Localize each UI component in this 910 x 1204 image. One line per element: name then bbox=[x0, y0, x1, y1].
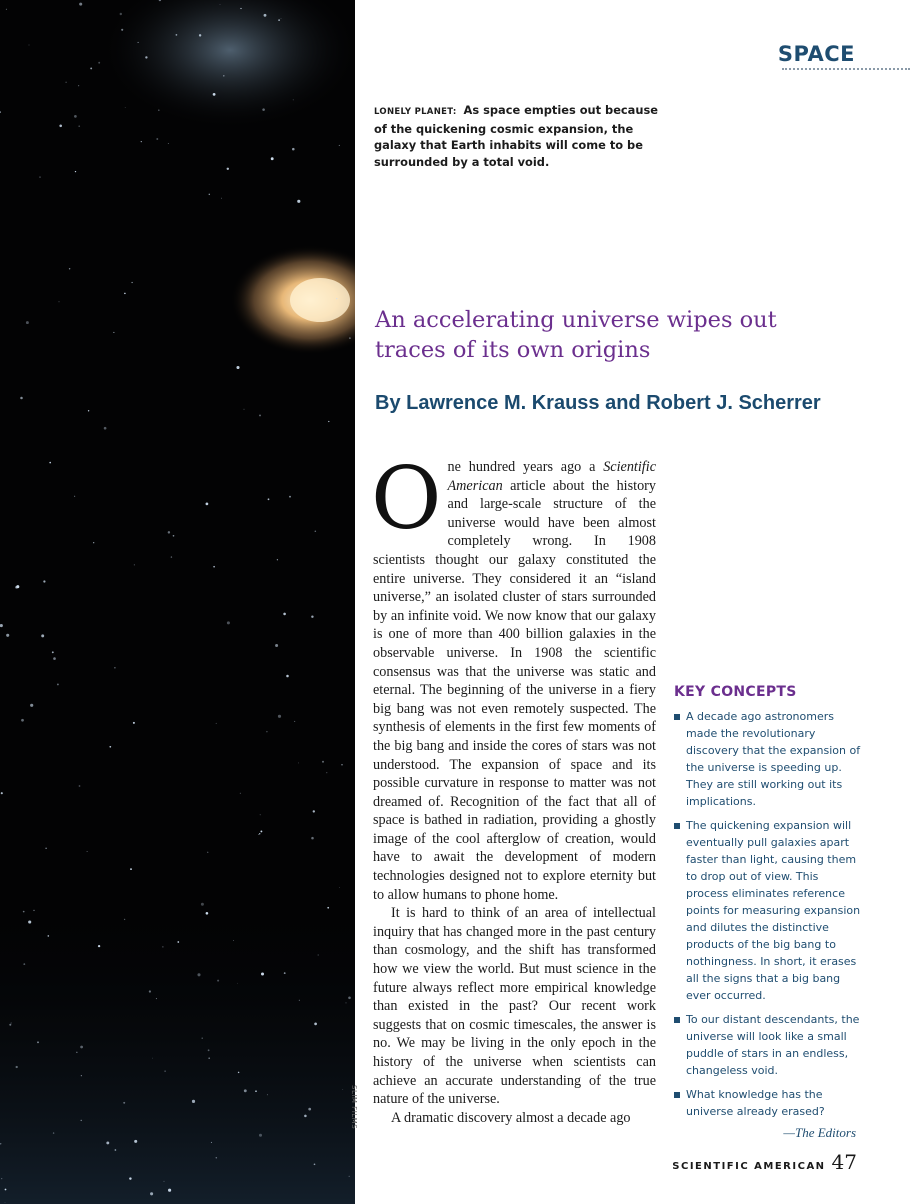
star-dot bbox=[308, 1108, 311, 1111]
key-concept-item bbox=[674, 1011, 864, 1079]
star-dot bbox=[240, 793, 241, 794]
star-dot bbox=[23, 911, 25, 913]
star-dot bbox=[208, 1049, 210, 1051]
star-dot bbox=[349, 1176, 350, 1177]
star-dot bbox=[150, 1192, 153, 1195]
body-paragraph-3: A dramatic discovery almost a decade ago bbox=[391, 1109, 631, 1126]
star-dot bbox=[98, 945, 100, 947]
star-dot bbox=[115, 1149, 117, 1151]
star-dot bbox=[227, 168, 229, 170]
star-dot bbox=[275, 644, 278, 647]
page-number: 47 bbox=[831, 1150, 857, 1174]
star-dot bbox=[129, 1177, 131, 1179]
star-dot bbox=[87, 851, 88, 852]
key-concept-item bbox=[674, 708, 864, 810]
star-dot bbox=[79, 3, 82, 6]
article-deck: An accelerating universe wipes out traces of its own origins bbox=[375, 307, 777, 363]
star-dot bbox=[5, 1189, 7, 1191]
star-dot bbox=[311, 837, 314, 840]
star-dot bbox=[104, 427, 107, 430]
star-dot bbox=[267, 1094, 268, 1095]
star-dot bbox=[284, 972, 286, 974]
star-dot bbox=[123, 1102, 125, 1104]
star-dot bbox=[152, 1058, 153, 1059]
star-dot bbox=[156, 998, 157, 999]
star-dot bbox=[297, 200, 300, 203]
star-dot bbox=[259, 414, 261, 416]
magazine-title-italic: Scientific American bbox=[447, 459, 656, 494]
star-dot bbox=[114, 667, 116, 669]
star-dot bbox=[277, 559, 278, 560]
key-concepts-box bbox=[674, 684, 864, 1141]
star-dot bbox=[278, 715, 281, 718]
star-dot bbox=[260, 830, 262, 832]
star-dot bbox=[289, 496, 291, 498]
star-dot bbox=[6, 634, 9, 637]
star-dot bbox=[233, 940, 234, 941]
star-dot bbox=[216, 1157, 217, 1158]
square-bullet-icon bbox=[674, 823, 680, 829]
star-dot bbox=[322, 761, 324, 763]
star-dot bbox=[28, 920, 31, 923]
star-dot bbox=[90, 67, 92, 69]
star-dot bbox=[5, 1202, 6, 1203]
space-galaxy-image bbox=[0, 0, 355, 1204]
body-paragraph-1 bbox=[371, 449, 656, 904]
star-dot bbox=[339, 887, 340, 888]
star-dot bbox=[255, 1090, 257, 1092]
star-dot bbox=[260, 814, 261, 815]
star-dot bbox=[259, 833, 260, 834]
star-dot bbox=[236, 366, 239, 369]
star-dot bbox=[171, 556, 172, 557]
star-dot bbox=[33, 910, 34, 911]
star-dot bbox=[15, 586, 18, 589]
star-dot bbox=[81, 1120, 82, 1121]
star-dot bbox=[227, 621, 230, 624]
star-dot bbox=[158, 109, 160, 111]
star-dot bbox=[318, 954, 319, 955]
star-dot bbox=[298, 762, 299, 763]
magazine-name: SCIENTIFIC AMERICAN bbox=[672, 1161, 826, 1172]
star-dot bbox=[281, 18, 282, 19]
body-paragraph-2: It is hard to think of an area of intellectual inquiry that has changed more in the past century than cosmology, and the shift has transformed how we view the world. But must science in the future always reflect more empirical knowledge than existed in the past? Our recent work suggests that on cosmic timescales, the answer is no. We may be living in the only epoch in the history of the universe when scientists can achieve an accurate understanding of the true nature of the universe. bbox=[373, 905, 656, 1108]
byline: By Lawrence M. Krauss and Robert J. Scherrer bbox=[375, 392, 821, 414]
star-dot bbox=[192, 1100, 195, 1103]
star-dot bbox=[208, 1057, 210, 1059]
star-dot bbox=[268, 498, 270, 500]
star-dot bbox=[339, 145, 340, 146]
page-footer bbox=[672, 1150, 857, 1174]
star-dot bbox=[199, 34, 201, 36]
star-dot bbox=[9, 1024, 11, 1026]
star-dot bbox=[106, 1141, 109, 1144]
key-concept-text: A decade ago astronomers made the revolutionary discovery that the expansion of the universe is speeding up. They are still working out its implications. bbox=[686, 710, 861, 808]
star-dot bbox=[131, 282, 132, 283]
key-concepts-list bbox=[674, 708, 864, 1120]
star-dot bbox=[278, 19, 280, 21]
key-concept-item bbox=[674, 817, 864, 1004]
star-dot bbox=[258, 834, 259, 835]
star-dot bbox=[201, 903, 204, 906]
star-dot bbox=[164, 1181, 165, 1182]
star-dot bbox=[294, 721, 295, 722]
star-dot bbox=[262, 108, 265, 111]
square-bullet-icon bbox=[674, 1092, 680, 1098]
star-dot bbox=[75, 171, 76, 172]
star-dot bbox=[202, 1038, 203, 1039]
star-dot bbox=[93, 542, 94, 543]
star-dot bbox=[197, 973, 200, 976]
star-dot bbox=[223, 75, 225, 77]
star-dot bbox=[327, 907, 329, 909]
star-dot bbox=[49, 462, 51, 464]
key-concept-text: To our distant descendants, the universe will look like a small puddle of stars in an endless, changeless void. bbox=[686, 1013, 860, 1077]
star-dot bbox=[156, 138, 158, 140]
star-dot bbox=[341, 764, 342, 765]
star-dot bbox=[292, 148, 295, 151]
star-dot bbox=[264, 14, 267, 17]
star-dot bbox=[53, 1132, 54, 1133]
star-dot bbox=[81, 1075, 82, 1076]
star-dot bbox=[23, 963, 25, 965]
star-dot bbox=[138, 42, 139, 43]
star-dot bbox=[207, 852, 208, 853]
star-dot bbox=[41, 634, 44, 637]
star-dot bbox=[243, 409, 244, 410]
star-dot bbox=[125, 107, 126, 108]
caption-text: As space empties out because of the quickening cosmic expansion, the galaxy that Earth inhabits will come to be surrounded by a total void. bbox=[374, 103, 658, 169]
star-dot bbox=[206, 503, 209, 506]
star-dot bbox=[43, 580, 45, 582]
star-dot bbox=[113, 332, 114, 333]
star-dot bbox=[342, 1089, 343, 1090]
star-dot bbox=[37, 1041, 39, 1043]
star-dot bbox=[134, 1140, 137, 1143]
star-dot bbox=[311, 615, 313, 617]
star-dot bbox=[74, 115, 77, 118]
key-concept-item bbox=[674, 1086, 864, 1120]
star-dot bbox=[177, 941, 179, 943]
star-dot bbox=[149, 990, 151, 992]
drop-cap: O bbox=[371, 449, 442, 549]
star-dot bbox=[293, 100, 294, 101]
star-dot bbox=[59, 125, 62, 128]
image-caption bbox=[374, 102, 664, 170]
star-dot bbox=[57, 683, 59, 685]
star-dot bbox=[76, 1052, 77, 1053]
star-dot bbox=[314, 1023, 317, 1026]
body-text: ne hundred years ago a bbox=[447, 459, 604, 475]
star-dot bbox=[220, 4, 221, 5]
star-dot bbox=[304, 1115, 307, 1118]
key-concept-text: The quickening expansion will eventually pull galaxies apart faster than light, causing them to drop out of view. This process eliminates reference points for measuring expansion and dilutes the distinctive products of the big bang to nothingness. In short, it erases all the signs that a big bang ever occurred. bbox=[686, 819, 861, 1002]
star-dot bbox=[1, 1178, 2, 1179]
star-dot bbox=[286, 675, 289, 678]
star-dot bbox=[348, 997, 351, 1000]
star-dot bbox=[213, 566, 215, 568]
star-dot bbox=[79, 785, 81, 787]
star-dot bbox=[168, 143, 169, 144]
square-bullet-icon bbox=[674, 714, 680, 720]
star-dot bbox=[209, 194, 210, 195]
star-dot bbox=[124, 293, 126, 295]
star-dot bbox=[328, 421, 329, 422]
star-dot bbox=[313, 810, 315, 812]
star-dot bbox=[349, 337, 351, 339]
star-dot bbox=[130, 868, 132, 870]
star-dot bbox=[261, 973, 264, 976]
key-concept-text: What knowledge has the universe already erased? bbox=[686, 1088, 825, 1118]
star-dot bbox=[124, 919, 125, 920]
star-dot bbox=[98, 62, 100, 64]
star-dot bbox=[65, 82, 66, 83]
star-dot bbox=[315, 530, 317, 532]
star-dot bbox=[109, 746, 111, 748]
star-dot bbox=[164, 1070, 166, 1072]
star-dot bbox=[145, 56, 147, 58]
star-dot bbox=[21, 719, 24, 722]
star-dot bbox=[271, 157, 274, 160]
section-label: SPACE bbox=[777, 42, 855, 66]
star-dot bbox=[78, 125, 80, 127]
star-dot bbox=[162, 946, 163, 947]
star-dot bbox=[221, 198, 222, 199]
star-dot bbox=[213, 93, 216, 96]
star-dot bbox=[299, 1000, 300, 1001]
star-dot bbox=[206, 912, 209, 915]
star-dot bbox=[244, 1089, 247, 1092]
star-dot bbox=[16, 1066, 18, 1068]
star-dot bbox=[88, 410, 89, 411]
star-dot bbox=[133, 722, 135, 724]
star-dot bbox=[237, 983, 238, 984]
square-bullet-icon bbox=[674, 1017, 680, 1023]
star-dot bbox=[141, 141, 142, 142]
star-dot bbox=[6, 9, 7, 10]
star-dot bbox=[266, 731, 268, 733]
star-dot bbox=[120, 13, 122, 15]
star-dot bbox=[11, 1023, 12, 1024]
star-dot bbox=[48, 935, 50, 937]
star-dot bbox=[30, 704, 33, 707]
star-dot bbox=[336, 298, 337, 299]
star-dot bbox=[216, 723, 217, 724]
star-dot bbox=[29, 45, 30, 46]
star-dot bbox=[168, 531, 170, 533]
editors-signoff: —The Editors bbox=[783, 1125, 856, 1140]
star-dot bbox=[69, 268, 70, 269]
star-dot bbox=[283, 613, 286, 616]
star-dot bbox=[80, 1046, 83, 1049]
star-dot bbox=[52, 651, 54, 653]
star-dot bbox=[45, 848, 46, 849]
key-concepts-heading: KEY CONCEPTS bbox=[674, 684, 797, 700]
body-text: article about the history and large-scale structure of the universe would have been almost completely wrong. In 1908 scientists thought our galaxy constituted the entire universe. They considered it an “island universe,” an isolated cluster of stars surrounded by an infinite void. We now know that our galaxy is one of more than 400 billion galaxies in the observable universe. In 1908 the scientific consensus was that the universe was static and eternal. The beginning of the universe in a fiery big bang was not even remotely suspected. The synthesis of elements in the first few moments of the big bang and inside the cores of stars was not understood. The expansion of space and its possible curvature in response to matter was not dreamed of. Recognition of the fact that all of space is bathed in radiation, providing a ghostly image of the cool afterglow of creation, would have to await the development of modern technologies designed not to explore eternity but to allow humans to phone home. bbox=[373, 477, 656, 903]
article-body bbox=[371, 449, 656, 1127]
star-dot bbox=[134, 564, 135, 565]
star-dot bbox=[78, 85, 79, 86]
star-dot bbox=[59, 301, 60, 302]
star-dot bbox=[1, 792, 3, 794]
star-dot bbox=[53, 657, 56, 660]
star-dot bbox=[238, 1072, 240, 1074]
star-dot bbox=[121, 29, 123, 31]
star-dot bbox=[211, 1142, 212, 1143]
dotted-rule bbox=[782, 68, 910, 70]
photo-credit: SLIM FILMS bbox=[350, 1085, 358, 1130]
star-dot bbox=[26, 321, 29, 324]
star-dot bbox=[176, 34, 178, 36]
star-dot bbox=[74, 496, 75, 497]
star-dot bbox=[240, 8, 241, 9]
star-dot bbox=[326, 772, 327, 773]
star-dot bbox=[168, 1189, 171, 1192]
star-dot bbox=[39, 176, 40, 177]
star-dot bbox=[345, 1002, 346, 1003]
star-dot bbox=[259, 1134, 262, 1137]
caption-lead: LONELY PLANET: bbox=[374, 107, 457, 117]
star-dot bbox=[20, 397, 23, 400]
star-dot bbox=[173, 535, 175, 537]
star-dot bbox=[0, 1143, 1, 1144]
star-dot bbox=[314, 1163, 316, 1165]
star-dot bbox=[217, 980, 219, 982]
